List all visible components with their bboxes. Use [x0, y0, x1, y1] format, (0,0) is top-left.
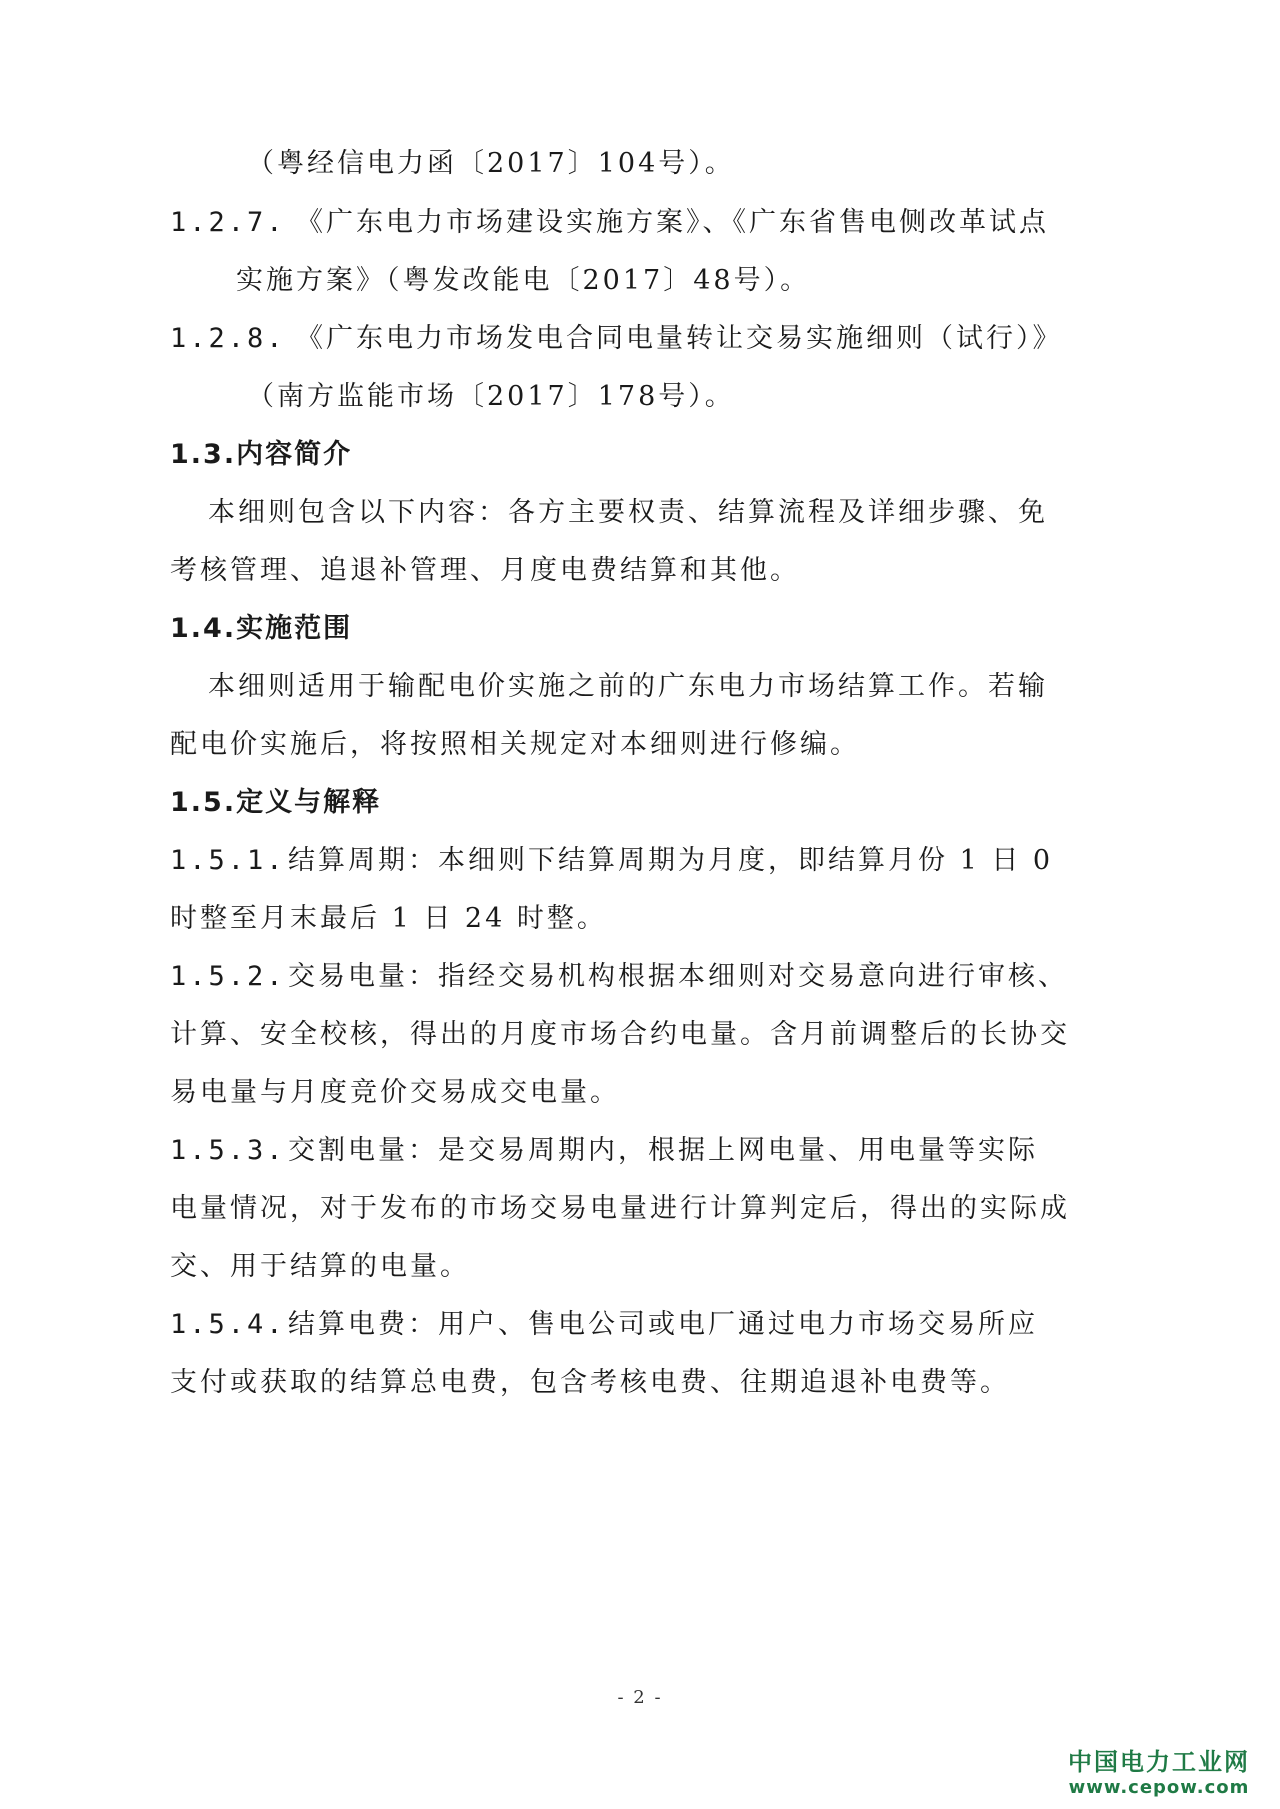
section-number: 1.2.7. — [170, 207, 286, 238]
section-number: 1.5.1. — [170, 845, 286, 876]
section-heading: 1.5.定义与解释 — [170, 787, 382, 818]
body-line: 交易电量：指经交易机构根据本细则对交易意向进行审核、 — [288, 961, 1068, 992]
body-line: 时整至月末最后 1 日 24 时整。 — [170, 903, 607, 934]
body-line: 结算电费：用户、售电公司或电厂通过电力市场交易所应 — [288, 1309, 1038, 1340]
body-line: 结算周期：本细则下结算周期为月度，即结算月份 1 日 0 — [288, 845, 1054, 876]
page-number: - 2 - — [617, 1687, 663, 1708]
section-number: 1.2.8. — [170, 323, 286, 354]
section-number: 1.5.2. — [170, 961, 286, 992]
body-line: 交、用于结算的电量。 — [170, 1251, 470, 1282]
body-line: 支付或获取的结算总电费，包含考核电费、往期追退补电费等。 — [170, 1367, 1010, 1398]
section-heading: 1.3.内容简介 — [170, 439, 353, 470]
body-line: 交割电量：是交易周期内，根据上网电量、用电量等实际 — [288, 1135, 1038, 1166]
watermark-url: www.cepow.com — [1068, 1777, 1250, 1798]
section-heading: 1.4.实施范围 — [170, 613, 353, 644]
body-line: 《广东电力市场发电合同电量转让交易实施细则（试行）》 — [296, 323, 1063, 354]
body-line: （粤经信电力函〔2017〕104号）。 — [247, 148, 735, 179]
body-line: 考核管理、追退补管理、月度电费结算和其他。 — [170, 555, 800, 586]
watermark-title: 中国电力工业网 — [1068, 1748, 1250, 1776]
section-number: 1.5.3. — [170, 1135, 286, 1166]
body-line: 电量情况，对于发布的市场交易电量进行计算判定后，得出的实际成 — [170, 1193, 1070, 1224]
body-line: 易电量与月度竞价交易成交电量。 — [170, 1077, 620, 1108]
body-line: 实施方案》（粤发改能电〔2017〕48号）。 — [236, 265, 811, 296]
body-line: （南方监能市场〔2017〕178号）。 — [247, 381, 735, 412]
body-line: 本细则包含以下内容：各方主要权责、结算流程及详细步骤、免 — [208, 497, 1048, 528]
body-line: 《广东电力市场建设实施方案》、《广东省售电侧改革试点 — [296, 207, 1049, 238]
body-line: 本细则适用于输配电价实施之前的广东电力市场结算工作。若输 — [208, 671, 1048, 702]
section-number: 1.5.4. — [170, 1309, 286, 1340]
body-line: 计算、安全校核，得出的月度市场合约电量。含月前调整后的长协交 — [170, 1019, 1070, 1050]
body-line: 配电价实施后，将按照相关规定对本细则进行修编。 — [170, 729, 860, 760]
site-watermark — [1068, 1742, 1250, 1798]
